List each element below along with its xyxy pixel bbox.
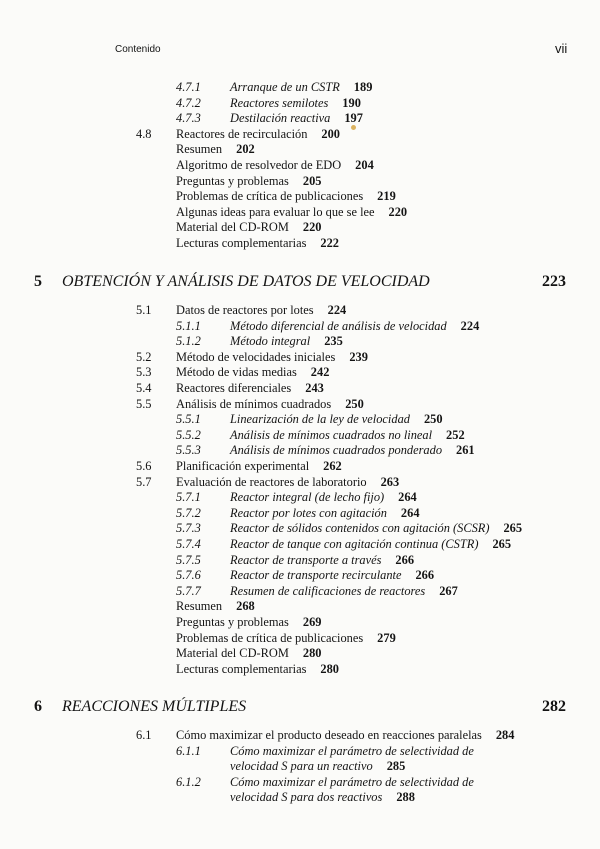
toc-entry-text: [230, 442, 475, 458]
toc-entry-title: Método integral: [230, 334, 311, 349]
toc-entry-title: Problemas de crítica de publicaciones: [176, 189, 364, 204]
chapter-page: 223: [542, 273, 566, 290]
toc-entry-text: [176, 396, 364, 412]
toc-entry-page: 266: [395, 552, 415, 567]
toc-entry-title: velocidad S para dos reactivos: [230, 790, 383, 805]
toc-entry-text: [230, 318, 479, 334]
toc-entry-text: [230, 758, 405, 774]
toc-entry-text: [176, 126, 340, 142]
toc-entry-page: 262: [323, 459, 342, 473]
chapter-page: 282: [542, 698, 566, 715]
toc-entry-page: 267: [439, 583, 458, 598]
toc-entry-page: 189: [353, 80, 373, 94]
toc-entry-number: 5.7.2: [176, 505, 201, 520]
toc-entry-page: 219: [377, 189, 396, 204]
toc-entry-page: 197: [344, 111, 363, 126]
toc-entry-text: [176, 598, 255, 614]
toc-entry-page: 252: [446, 427, 465, 442]
toc-entry-page: 242: [310, 365, 330, 380]
toc-entry-title: Análisis de mínimos cuadrados: [176, 396, 332, 411]
toc-entry-title: Cómo maximizar el parámetro de selectividad de: [230, 774, 474, 789]
toc-entry-number: 5.1.2: [176, 334, 201, 349]
toc-entry-page: 202: [236, 142, 255, 157]
toc-entry-number: 5.5.1: [176, 412, 201, 427]
toc-entry-text: [230, 774, 488, 790]
toc-entry-number: 5.7.3: [176, 521, 201, 536]
toc-entry-title: Arranque de un CSTR: [230, 80, 340, 94]
toc-entry-number: 5.3: [136, 365, 152, 380]
toc-entry-text: [176, 188, 396, 204]
toc-entry-page: 280: [320, 661, 339, 676]
toc-entry-title: Método de vidas medias: [176, 365, 297, 380]
toc-entry-number: 5.1.1: [176, 318, 201, 333]
toc-entry-page: 235: [324, 334, 343, 349]
toc-entry-text: [230, 505, 420, 521]
toc-entry-title: Linearización de la ley de velocidad: [230, 412, 410, 427]
toc-entry-text: [176, 219, 321, 235]
toc-entry-title: Reactor de transporte a través: [230, 552, 382, 567]
toc-entry-title: Cómo maximizar el producto deseado en reacciones paralelas: [176, 728, 482, 742]
toc-entry-text: [230, 789, 415, 805]
toc-entry-text: [176, 173, 321, 189]
toc-entry-text: [230, 567, 434, 583]
toc-entry-title: Lecturas complementarias: [176, 661, 307, 676]
toc-entry-title: Algunas ideas para evaluar lo que se lee: [176, 204, 375, 219]
toc-entry-text: [176, 474, 399, 490]
toc-entry-page: 243: [305, 381, 324, 395]
toc-entry-title: Material del CD-ROM: [176, 220, 289, 235]
toc-entry-number: 4.8: [136, 126, 152, 141]
toc-entry-text: [176, 204, 407, 220]
toc-entry-title: Destilación reactiva: [230, 111, 331, 126]
toc-entry-page: 265: [503, 521, 523, 536]
toc-entry-text: [176, 302, 346, 318]
toc-entry-text: [230, 743, 488, 759]
toc-entry-title: Preguntas y problemas: [176, 173, 289, 188]
toc-entry-title: Reactor integral (de lecho fijo): [230, 490, 385, 505]
toc-entry-text: [176, 630, 396, 646]
toc-entry-title: Reactores semilotes: [230, 95, 329, 110]
toc-entry-page: 285: [386, 759, 406, 774]
toc-entry-page: 250: [423, 412, 443, 427]
toc-entry-number: 5.2: [136, 349, 152, 364]
toc-entry-text: [176, 141, 255, 157]
toc-entry-text: [176, 380, 324, 396]
toc-entry-page: 268: [236, 599, 255, 614]
toc-entry-title: Planificación experimental: [176, 459, 310, 473]
toc-entry-number: 5.7.6: [176, 568, 201, 583]
toc-entry-text: [230, 411, 443, 427]
toc-entry-title: Reactores de recirculación: [176, 126, 308, 141]
toc-entry-page: 261: [456, 443, 475, 458]
toc-entry-text: [230, 95, 361, 111]
toc-entry-text: [176, 364, 329, 380]
toc-entry-title: Reactor de sólidos contenidos con agitación (SCSR): [230, 521, 490, 536]
toc-entry-title: Análisis de mínimos cuadrados ponderado: [230, 443, 443, 458]
toc-entry-number: 5.5.3: [176, 443, 201, 458]
toc-entry-page: 264: [398, 490, 417, 505]
toc-entry-text: [176, 349, 368, 365]
toc-entry-number: 5.4: [136, 381, 152, 395]
toc-entry-page: 279: [377, 630, 396, 645]
toc-entry-page: 264: [400, 505, 420, 520]
toc-entry-page: 284: [495, 728, 515, 742]
toc-entry-number: 5.5: [136, 396, 152, 411]
toc-entry-number: 4.7.1: [176, 80, 201, 94]
toc-entry-title: Algoritmo de resolvedor de EDO: [176, 158, 342, 172]
toc-entry-title: Análisis de mínimos cuadrados no lineal: [230, 427, 433, 442]
toc-entry-text: [230, 583, 458, 599]
toc-entry-text: [230, 79, 372, 95]
toc-entry-text: [230, 427, 465, 443]
toc-entry-text: [230, 110, 363, 126]
toc-entry-title: Reactor de transporte recirculante: [230, 568, 402, 583]
toc-entry-title: Reactores diferenciales: [176, 381, 292, 395]
toc-entry-text: [230, 536, 511, 552]
toc-entry-text: [176, 661, 339, 677]
chapter-number: 6: [34, 698, 42, 715]
toc-entry-number: 5.7.1: [176, 490, 201, 505]
toc-entry-number: 5.7.5: [176, 552, 201, 567]
toc-entry-text: [176, 727, 514, 743]
running-header-page-number: vii: [555, 41, 568, 56]
toc-entry-page: 220: [388, 204, 408, 219]
toc-entry-page: 250: [345, 396, 364, 411]
toc-entry-page: 224: [460, 318, 480, 333]
toc-entry-page: 190: [342, 95, 361, 110]
toc-entry-page: 288: [396, 790, 415, 805]
toc-entry-title: Cómo maximizar el parámetro de selectividad de: [230, 743, 474, 758]
toc-entry-title: Problemas de crítica de publicaciones: [176, 630, 364, 645]
toc-entry-text: [230, 489, 417, 505]
toc-entry-page: 266: [415, 568, 435, 583]
toc-entry-page: 265: [492, 537, 512, 551]
toc-entry-title: Evaluación de reactores de laboratorio: [176, 474, 367, 489]
toc-entry-page: 220: [302, 220, 322, 235]
toc-entry-title: Resumen de calificaciones de reactores: [230, 583, 426, 598]
toc-entry-title: Reactor por lotes con agitación: [230, 505, 387, 520]
toc-entry-page: 269: [302, 615, 322, 629]
toc-entry-page: 280: [302, 646, 322, 661]
chapter-title: OBTENCIÓN Y ANÁLISIS DE DATOS DE VELOCIDAD: [62, 273, 430, 290]
toc-entry-page: 263: [380, 474, 400, 489]
toc-entry-page: 200: [321, 126, 340, 141]
toc-entry-text: [176, 157, 374, 173]
toc-entry-title: Datos de reactores por lotes: [176, 303, 314, 317]
toc-entry-number: 6.1.2: [176, 774, 201, 789]
toc-entry-number: 4.7.2: [176, 95, 201, 110]
toc-entry-number: 5.6: [136, 459, 152, 473]
toc-entry-text: [230, 333, 343, 349]
toc-entry-number: 4.7.3: [176, 111, 201, 126]
toc-entry-page: 224: [327, 303, 347, 317]
toc-entry-title: Resumen: [176, 142, 223, 157]
toc-entry-text: [176, 458, 342, 474]
toc-entry-title: Preguntas y problemas: [176, 615, 289, 629]
toc-entry-title: Lecturas complementarias: [176, 236, 307, 250]
chapter-heading: [0, 271, 600, 293]
toc-entry-text: [176, 235, 339, 251]
toc-entry-number: 5.7: [136, 474, 152, 489]
toc-entry-text: [230, 552, 414, 568]
running-header-section: Contenido: [115, 44, 161, 55]
toc-entry-page: 222: [320, 236, 339, 250]
toc-entry-title: Método de velocidades iniciales: [176, 349, 336, 364]
toc-entry-title: Material del CD-ROM: [176, 646, 289, 661]
toc-entry-number: 5.5.2: [176, 427, 201, 442]
toc-entry-number: 5.7.7: [176, 583, 201, 598]
toc-entry-number: 5.1: [136, 303, 152, 317]
toc-entry-title: Resumen: [176, 599, 223, 614]
toc-entry-number: 6.1: [136, 728, 152, 742]
toc-entry-number: 6.1.1: [176, 743, 201, 758]
chapter-title: REACCIONES MÚLTIPLES: [62, 698, 247, 715]
toc-entry-text: [230, 520, 522, 536]
toc-entry-text: [176, 614, 321, 630]
toc-entry-title: Reactor de tanque con agitación continua (CSTR): [230, 537, 479, 551]
toc-entry-title: velocidad S para un reactivo: [230, 759, 373, 774]
toc-entry-number: 5.7.4: [176, 537, 201, 551]
toc-entry-text: [176, 645, 321, 661]
toc-entry-title: Método diferencial de análisis de velocidad: [230, 318, 447, 333]
chapter-heading: [0, 696, 600, 718]
toc-entry-page: 204: [355, 158, 374, 172]
chapter-number: 5: [34, 273, 42, 290]
toc-entry-page: 239: [349, 349, 368, 364]
toc-entry-page: 205: [302, 173, 322, 188]
